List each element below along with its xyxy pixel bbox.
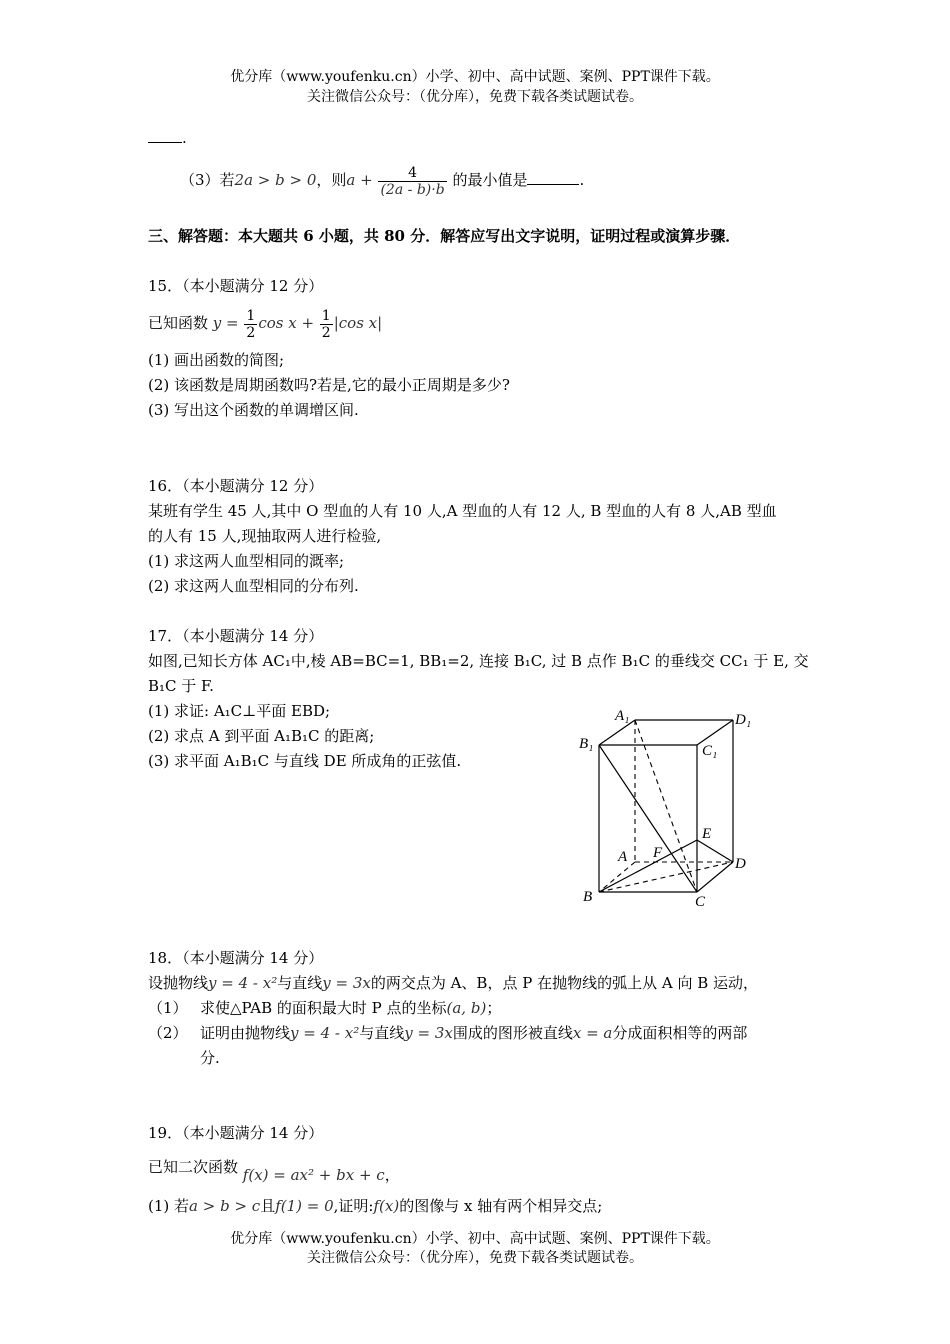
label-E: E xyxy=(702,826,712,842)
cuboid-figure xyxy=(575,700,775,915)
q17-part-2: (2) 求点 A 到平面 A₁B₁C 的距离; xyxy=(148,727,375,745)
q17-line-1: 如图,已知长方体 AC₁中,棱 AB=BC=1, BB₁=2, 连接 B₁C, 过 B 点作 B₁C 的垂线交 CC₁ 于 E, 交 xyxy=(148,652,809,670)
answer-blank xyxy=(527,170,579,185)
label-A: A xyxy=(618,849,628,865)
q14-part3: （3）若2a > b > 0，则a + $\frac{4}{(2a - b)\cdot b}$ 的最小值是 . xyxy=(180,164,585,198)
q14-tail: . xyxy=(148,128,187,148)
q16-part-2: (2) 求这两人血型相同的分布列. xyxy=(148,577,359,595)
footer-line-2: 关注微信公众号：（优分库），免费下载各类试题试卷。 xyxy=(307,1250,643,1266)
label-B1: B₁ xyxy=(579,736,594,752)
q17-part-3: (3) 求平面 A₁B₁C 与直线 DE 所成角的正弦值. xyxy=(148,752,462,770)
q16-line-1: 某班有学生 45 人,其中 O 型血的人有 10 人,A 型血的人有 12 人, B 型血的人有 8 人,AB 型血 xyxy=(148,502,777,520)
q17-heading: 17．（本小题满分 14 分） xyxy=(148,627,324,645)
label-F: F xyxy=(653,845,663,861)
label-D1: D₁ xyxy=(735,712,752,728)
section-title: 三、解答题：本大题共 6 小题，共 80 分．解答应写出文字说明，证明过程或演算步骤． xyxy=(148,227,741,245)
header-line-2: 关注微信公众号：（优分库），免费下载各类试题试卷。 xyxy=(307,89,643,105)
q16-heading: 16．（本小题满分 12 分） xyxy=(148,477,324,495)
q15-part-3: (3) 写出这个函数的单调增区间. xyxy=(148,401,359,419)
q18-part-2: 证明由抛物线y = 4 - x²与直线y = 3x围成的图形被直线x = a分成面积相等的两部 xyxy=(200,1024,748,1042)
label-C1: C₁ xyxy=(702,743,718,759)
q15-heading: 15．（本小题满分 12 分） xyxy=(148,277,324,295)
footer-line-1: 优分库（www.youfenku.cn）小学、初中、高中试题、案例、PPT课件下载。 xyxy=(230,1231,720,1247)
q19-part-1: (1) 若a > b > c且f(1) = 0,证明:f(x)的图像与 x 轴有两个相异交点; xyxy=(148,1197,603,1215)
q17-line-2: B₁C 于 F. xyxy=(148,677,214,695)
q17-part-1: (1) 求证: A₁C⊥平面 EBD; xyxy=(148,702,331,720)
q15-part-2: (2) 该函数是周期函数吗?若是,它的最小正周期是多少? xyxy=(148,376,510,394)
q16-part-1: (1) 求这两人血型相同的溉率; xyxy=(148,552,345,570)
q18-part-2-cont: 分. xyxy=(200,1049,220,1067)
header-line-1: 优分库（www.youfenku.cn）小学、初中、高中试题、案例、PPT课件下载。 xyxy=(230,69,720,85)
q18-line-1: 设抛物线y = 4 - x²与直线y = 3x的两交点为 A、B，点 P 在抛物线的弧上从 A 向 B 运动， xyxy=(148,974,759,992)
q15-function: 已知函数 y = $\frac{1}{2}$ cos x + $\frac{1}{2}$ |cos x| xyxy=(148,307,383,341)
q19-intro: 已知二次函数 f(x) = ax² + bx + c， xyxy=(148,1158,400,1184)
fraction: $\frac{4}{(2a - b)\cdot b}$ xyxy=(380,164,445,198)
label-D: D xyxy=(735,856,746,872)
q18-part-1: 求使△PAB 的面积最大时 P 点的坐标(a, b)； xyxy=(200,999,502,1017)
label-A1: A₁ xyxy=(615,708,630,724)
q18-heading: 18．（本小题满分 14 分） xyxy=(148,949,324,967)
label-C: C xyxy=(695,894,706,910)
q18-part-2-num: （2） xyxy=(148,1024,188,1042)
q19-heading: 19．（本小题满分 14 分） xyxy=(148,1124,324,1142)
answer-blank xyxy=(148,128,182,143)
q15-part-1: (1) 画出函数的简图; xyxy=(148,351,285,369)
q18-part-1-num: （1） xyxy=(148,999,188,1017)
q16-line-2: 的人有 15 人,现抽取两人进行检验, xyxy=(148,527,382,545)
label-B: B xyxy=(583,889,593,905)
